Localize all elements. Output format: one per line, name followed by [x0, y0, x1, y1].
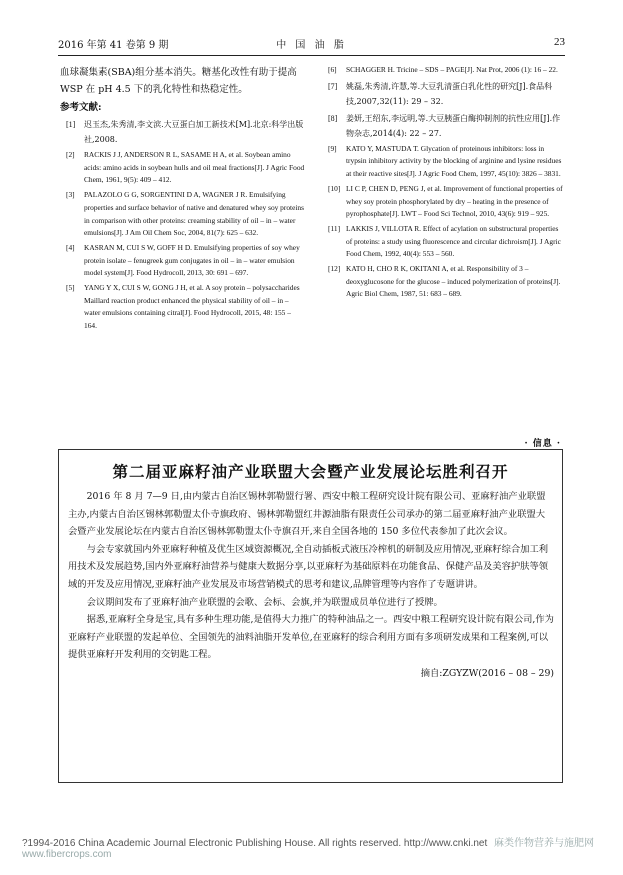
- reference-item: [322, 111, 564, 141]
- left-column: [60, 64, 305, 335]
- reference-item: [322, 223, 564, 261]
- reference-number: [3]: [66, 190, 75, 200]
- reference-text: 姚磊,朱秀清,许慧,等.大豆乳清蛋白乳化性的研究[J].食品科技,2007,32(11): 29 – 32.: [346, 81, 553, 106]
- reference-text: LI C P, CHEN D, PENG J, et al. Improvement of functional properties of whey soy protein phosphorylated by dry – heating in the presence of pyrophosphate[J]. LWT – Food Sci Technol, 2010, 43(6): 919 – 925.: [346, 183, 563, 219]
- cnki-link[interactable]: http://www.cnki.net: [403, 838, 488, 849]
- reference-text: SCHAGGER H. Tricine – SDS – PAGE[J]. Nat Prot, 2006 (1): 16 – 22.: [346, 65, 558, 74]
- reference-text: PALAZOLO G G, SORGENTINI D A, WAGNER J R. Emulsifying properties and surface behavior of native and denatured whey soy proteins in comparison with other proteins: creaming stability of oil – in – water emulsions[J]. J Am Oil Chem Soc, 2004, 81(7): 625 – 632.: [84, 190, 304, 238]
- copyright-text: ?1994-2016 China Academic Journal Electronic Publishing House. All rights reserved.: [22, 838, 402, 849]
- reference-item: [60, 282, 305, 333]
- conclusion-text: 血球凝集素(SBA)组分基本消失。糖基化改性有助于提高 WSP 在 pH 4.5 下的乳化特性和热稳定性。: [60, 67, 297, 95]
- reference-number: [5]: [66, 283, 75, 293]
- reference-number: [4]: [66, 242, 75, 252]
- reference-number: [11]: [328, 223, 341, 233]
- copyright-footer: [22, 834, 612, 860]
- news-paragraph: 2016 年 8 月 7—9 日,由内蒙古自治区锡林郭勒盟行署、西安中粮工程研究设计院有限公司、亚麻籽油产业联盟主办,内蒙古自治区锡林郭勒盟太仆寺旗政府、锡林郭勒盟红井源油脂有限责任公司承办的第二届亚麻籽油产业联盟大会暨产业发展论坛在内蒙古自治区锡林郭勒盟太仆寺旗召开,来自全国各地的 150 多位代表参加了此次会议。: [68, 491, 546, 538]
- reference-number: [12]: [328, 264, 341, 274]
- reference-text: YANG Y X, CUI S W, GONG J H, et al. A soy protein – polysaccharides Maillard reaction product enhanced the physical stability of oil – in – water emulsions containing citral[J]. Food Hydrocoll, 2015, 48: 155 – 164.: [84, 283, 300, 331]
- reference-number: [8]: [328, 113, 338, 123]
- reference-item: [322, 64, 564, 77]
- reference-text: LAKKIS J, VILLOTA R. Effect of acylation on substructural properties of proteins: a study using fluorescence and circular dichroism[J]. J Agric Food Chem, 1992, 40(4): 553 – 560.: [346, 223, 561, 259]
- page-number: 23: [554, 36, 565, 48]
- reference-item: [322, 143, 564, 181]
- reference-text: RACKIS J J, ANDERSON R L, SASAME H A, et al. Soybean amino acids: amino acids in soybean hulls and oil meal fractions[J]. J Agric Food Chem, 1961, 9(5): 409 – 412.: [84, 150, 305, 185]
- watermark-text: 麻类作物营养与施肥网 www.fibercrops.com: [22, 838, 595, 860]
- reference-list-left: [60, 117, 305, 333]
- reference-text: 迟玉杰,朱秀清,李文滨.大豆蛋白加工新技术[M].北京:科学出版社,2008.: [84, 120, 304, 144]
- header-rule: [58, 55, 565, 56]
- reference-text: KATO H, CHO R K, OKITANI A, et al. Responsibility of 3 – deoxyglucosone for the glucose – induced polymerization of proteins[J]. Agric Biol Chem, 1987, 51: 683 – 689.: [346, 264, 561, 299]
- running-header: [58, 36, 565, 54]
- reference-item: [322, 263, 564, 301]
- news-section-tag: · 信息 ·: [524, 439, 561, 449]
- news-paragraph: 与会专家就国内外亚麻籽种植及优生区域资源概况,全自动插板式液压冷榨机的研制及应用情况,亚麻籽综合加工利用技术及发展趋势,国内外亚麻籽油营养与健康大数据分享,以亚麻籽为基础原料在功能食品、保健产品及美容护肤等领域的开发及应用情况,亚麻籽油产业发展及市场营销模式的思考和建议,品牌管理等内容作了专题讲讲。: [68, 543, 549, 590]
- reference-item: [60, 117, 305, 147]
- reference-item: [60, 189, 305, 240]
- reference-item: [322, 183, 564, 221]
- reference-text: KASRAN M, CUI S W, GOFF H D. Emulsifying properties of soy whey protein isolate – fenugreek gum conjugates in oil – in – water emulsion model system[J]. Food Hydrocoll, 2013, 30: 691 – 697.: [84, 242, 300, 278]
- journal-name: 中 国 油 脂: [276, 40, 347, 51]
- reference-number: [6]: [328, 65, 337, 74]
- reference-number: [10]: [328, 183, 341, 193]
- news-body: [68, 488, 554, 683]
- reference-item: [322, 79, 564, 109]
- reference-text: KATO Y, MASTUDA T. Glycation of proteinous inhibitors: loss in trypsin inhibitory activity by the blocking of arginine and lysine residues at their reactive sites[J]. J Agric Food Chem, 1997, 45(10): 3826 – 3831.: [346, 143, 562, 179]
- news-title: 第二届亚麻籽油产业联盟大会暨产业发展论坛胜利召开: [112, 462, 509, 481]
- issue-info: 2016 年第 41 卷第 9 期: [58, 40, 169, 51]
- reference-item: [60, 149, 305, 187]
- reference-item: [60, 242, 305, 280]
- reference-number: [1]: [66, 120, 76, 129]
- right-column: [322, 64, 564, 303]
- reference-text: 姜妍,王绍东,李远明,等.大豆胰蛋白酶抑制剂的抗性应用[J].作物杂志,2014(4): 22 – 27.: [346, 113, 561, 138]
- reference-number: [7]: [328, 81, 338, 91]
- reference-number: [9]: [328, 143, 337, 153]
- news-source: 摘自:ZGYZW(2016 – 08 – 29): [420, 667, 554, 679]
- reference-number: [2]: [66, 150, 75, 159]
- news-paragraph: 会议期间发布了亚麻籽油产业联盟的会歌、会标、会旗,并为联盟成员单位进行了授牌。: [86, 596, 443, 608]
- references-heading: 参考文献:: [60, 102, 102, 113]
- news-paragraph: 据悉,亚麻籽全身是宝,具有多种生理功能,是值得大力推广的特种油品之一。西安中粮工程研究设计院有限公司,作为亚麻籽产业联盟的发起单位、全国领先的油料油脂开发单位,在亚麻籽的综合利用方面有多项研发成果和工程案例,可以提供亚麻籽开发利用的交钥匙工程。: [68, 614, 554, 661]
